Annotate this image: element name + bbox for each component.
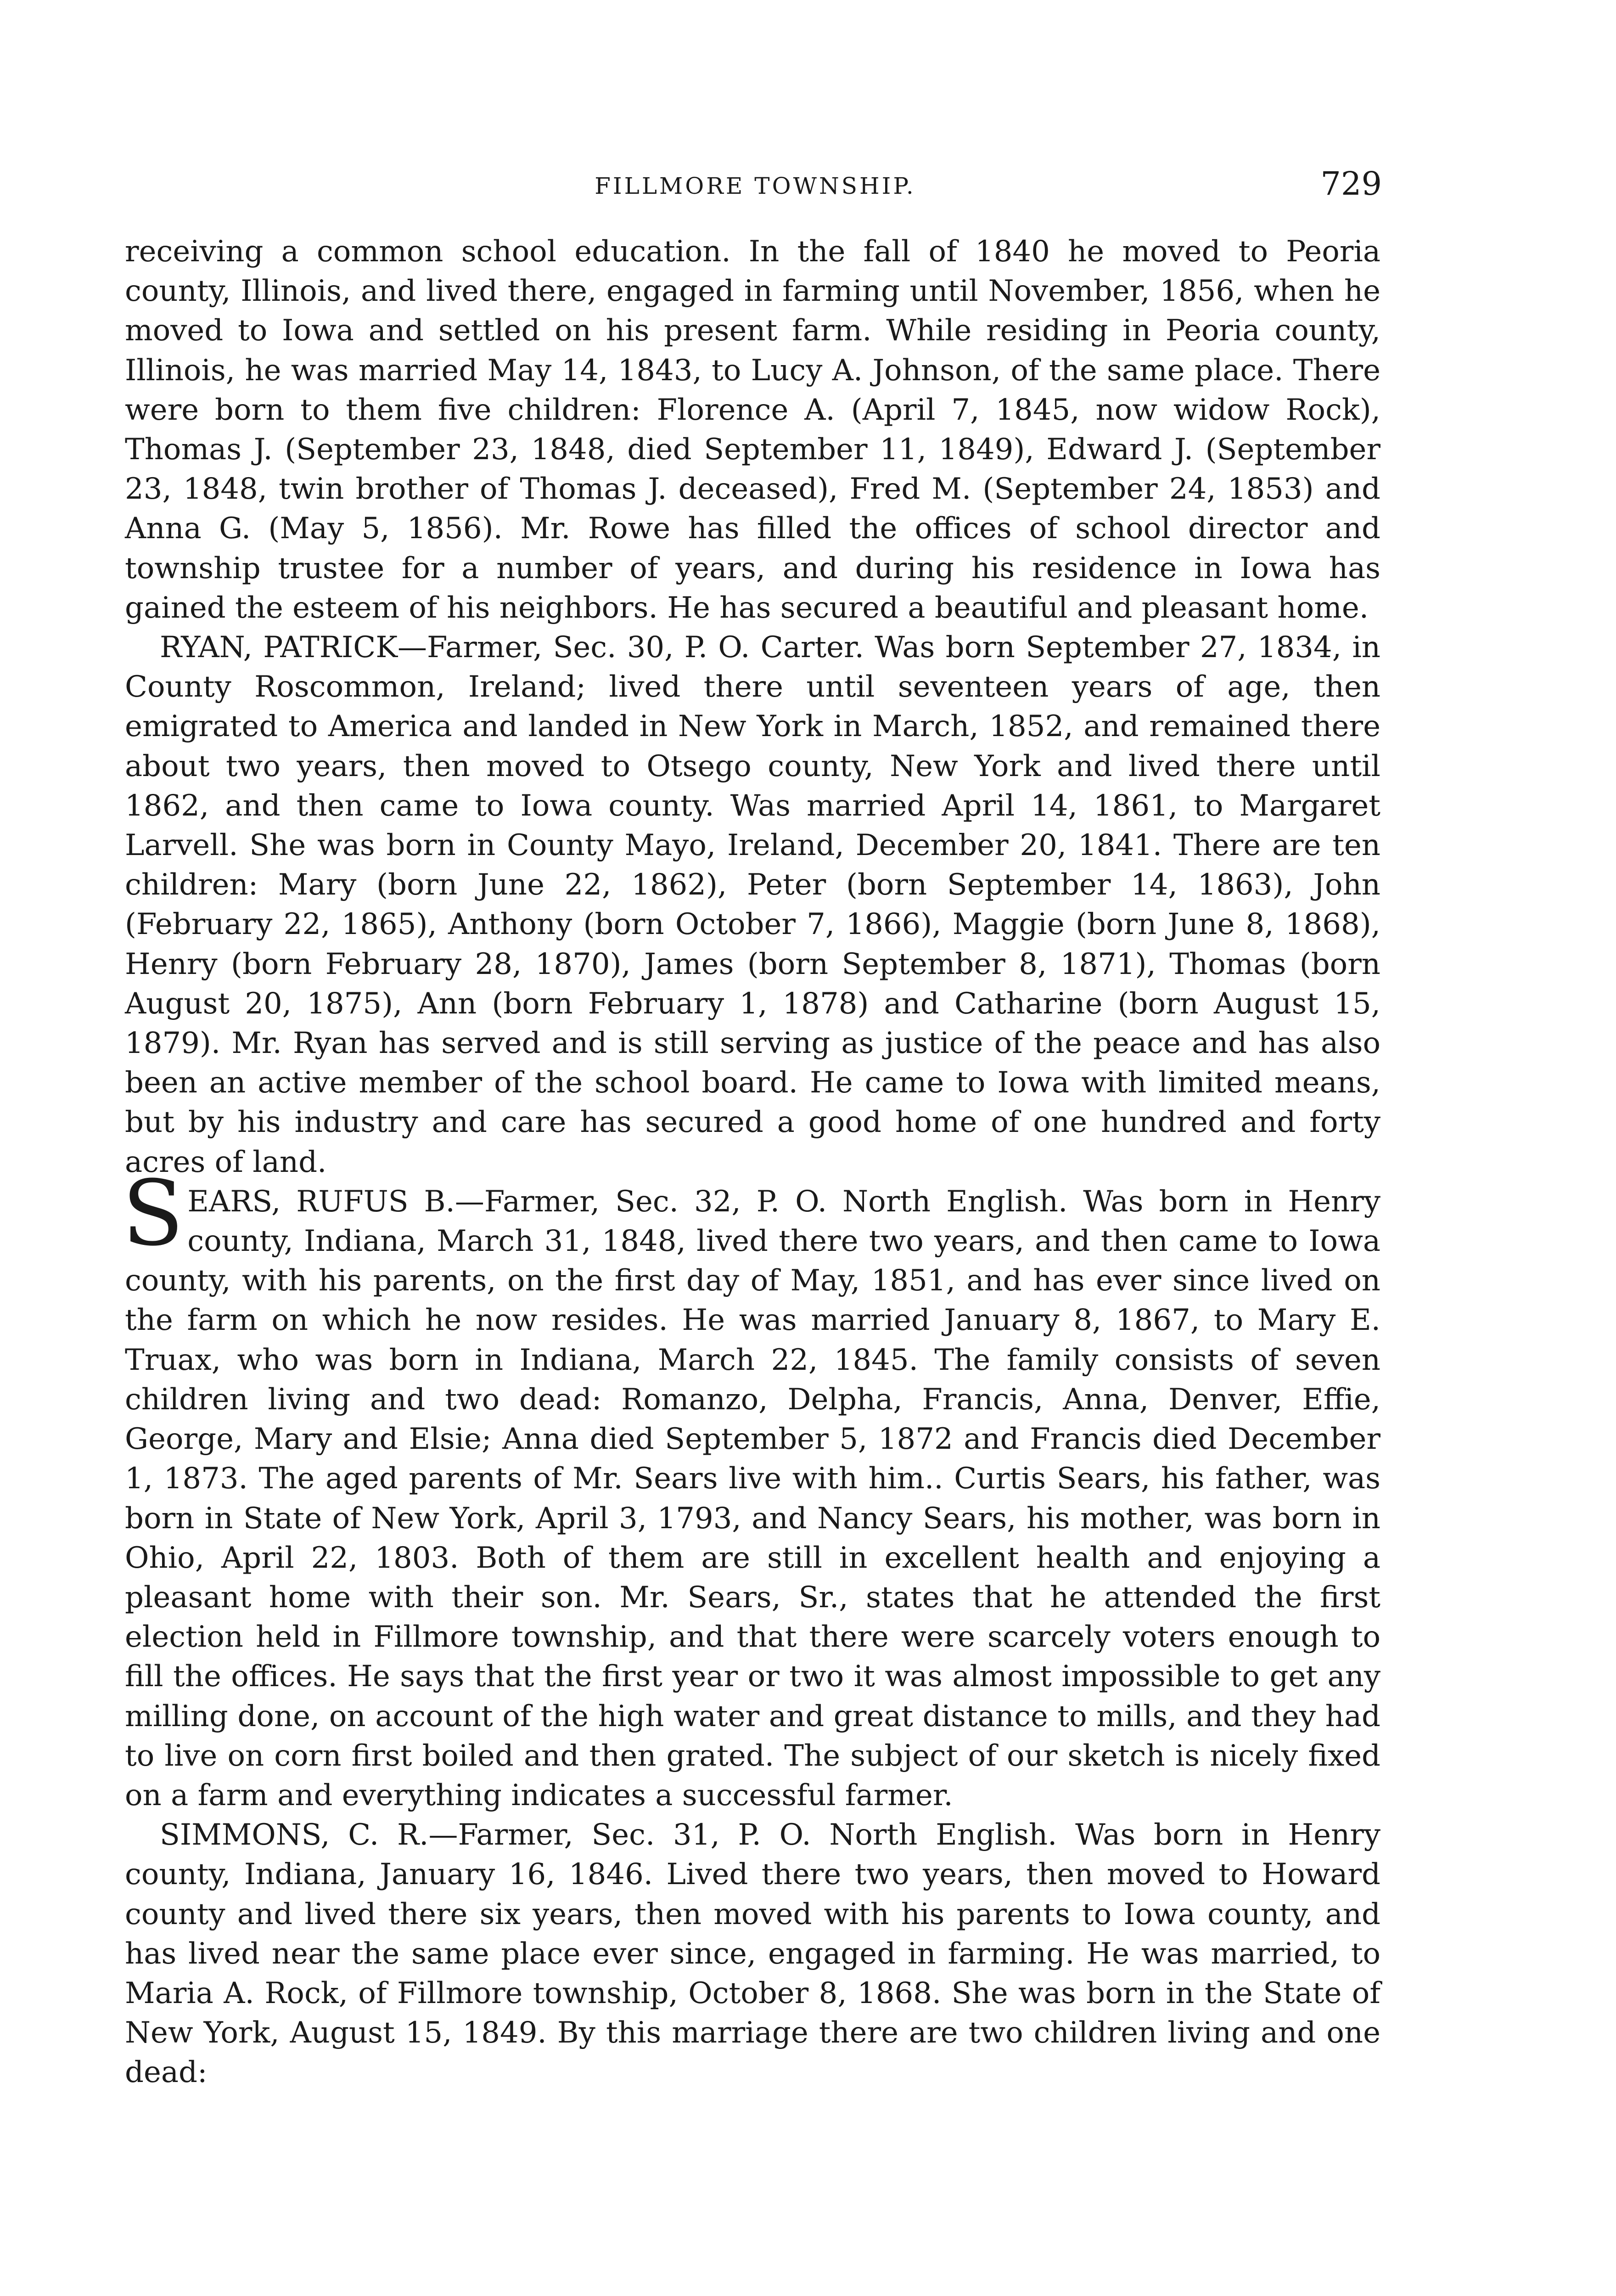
paragraph-sears-rufus — [122, 1161, 1380, 1815]
paragraph-simmons-cr: SIMMONS, C. R.—Farmer, Sec. 31, P. O. North English. Was born in Henry county, Indiana, January 16, 1846. Lived there two years, then moved to Howard county and lived there six years, then moved with his parents to Iowa county, and has lived near the same place ever since, engaged in farming. He was married, to Maria A. Rock, of Fillmore township, October 8, 1868. She was born in the State of New York, August 15, 1849. By this marriage there are two children living and one dead: — [125, 1818, 1380, 2090]
running-header — [129, 165, 1382, 203]
running-title: FILLMORE TOWNSHIP. — [595, 173, 916, 199]
paragraph-rowe-continued: receiving a common school education. In the fall of 1840 he moved to Peoria county, Illinois, and lived there, engaged in farming until November, 1856, when he moved to Iowa and settled on his present farm. While residing in Peoria county, Illinois, he was married May 14, 1843, to Lucy A. Johnson, of the same place. There were born to them five children: Florence A. (April 7, 1845, now widow Rock), Thomas J. (September 23, 1848, died September 11, 1849), Edward J. (September 23, 1848, twin brother of Thomas J. deceased), Fred M. (September 24, 1853) and Anna G. (May 5, 1856). Mr. Rowe has filled the offices of school director and township trustee for a number of years, and during his residence in Iowa has gained the esteem of his neighbors. He has secured a beautiful and pleasant home. — [125, 235, 1380, 625]
paragraph-ryan-patrick: RYAN, PATRICK—Farmer, Sec. 30, P. O. Carter. Was born September 27, 1834, in County Roscommon, Ireland; lived there until seventeen years of age, then emigrated to America and landed in New York in March, 1852, and remained there about two years, then moved to Otsego county, New York and lived there until 1862, and then came to Iowa county. Was married April 14, 1861, to Margaret Larvell. She was born in County Mayo, Ireland, December 20, 1841. There are ten children: Mary (born June 22, 1862), Peter (born September 14, 1863), John (February 22, 1865), Anthony (born October 7, 1866), Maggie (born June 8, 1868), Henry (born February 28, 1870), James (born September 8, 1871), Thomas (born August 20, 1875), Ann (born February 1, 1878) and Catharine (born August 15, 1879). Mr. Ryan has served and is still serving as justice of the peace and has also been an active member of the school board. He came to Iowa with limited means, but by his industry and care has secured a good home of one hundred and forty acres of land. — [125, 630, 1380, 1179]
drop-cap-letter: S — [122, 1161, 184, 1266]
paragraph-sears-text: EARS, RUFUS B.—Farmer, Sec. 32, P. O. North English. Was born in Henry county, Indiana, March 31, 1848, lived there two years, and then came to Iowa county, with his parents, on the first day of May, 1851, and has ever since lived on the farm on which he now resides. He was married January 8, 1867, to Mary E. Truax, who was born in Indiana, March 22, 1845. The family consists of seven children living and two dead: Romanzo, Delpha, Francis, Anna, Denver, Effie, George, Mary and Elsie; Anna died September 5, 1872 and Francis died December 1, 1873. The aged parents of Mr. Sears live with him.. Curtis Sears, his father, was born in State of New York, April 3, 1793, and Nancy Sears, his mother, was born in Ohio, April 22, 1803. Both of them are still in excellent health and enjoying a pleasant home with their son. Mr. Sears, Sr., states that he attended the first election held in Fillmore township, and that there were scarcely voters enough to fill the offices. He says that the first year or two it was almost impossible to get any milling done, on account of the high water and great distance to mills, and they had to live on corn first boiled and then grated. The subject of our sketch is nicely fixed on a farm and everything indicates a successful farmer. — [125, 1184, 1380, 1812]
body-text — [122, 232, 1380, 2093]
page-number: 729 — [1320, 165, 1382, 203]
